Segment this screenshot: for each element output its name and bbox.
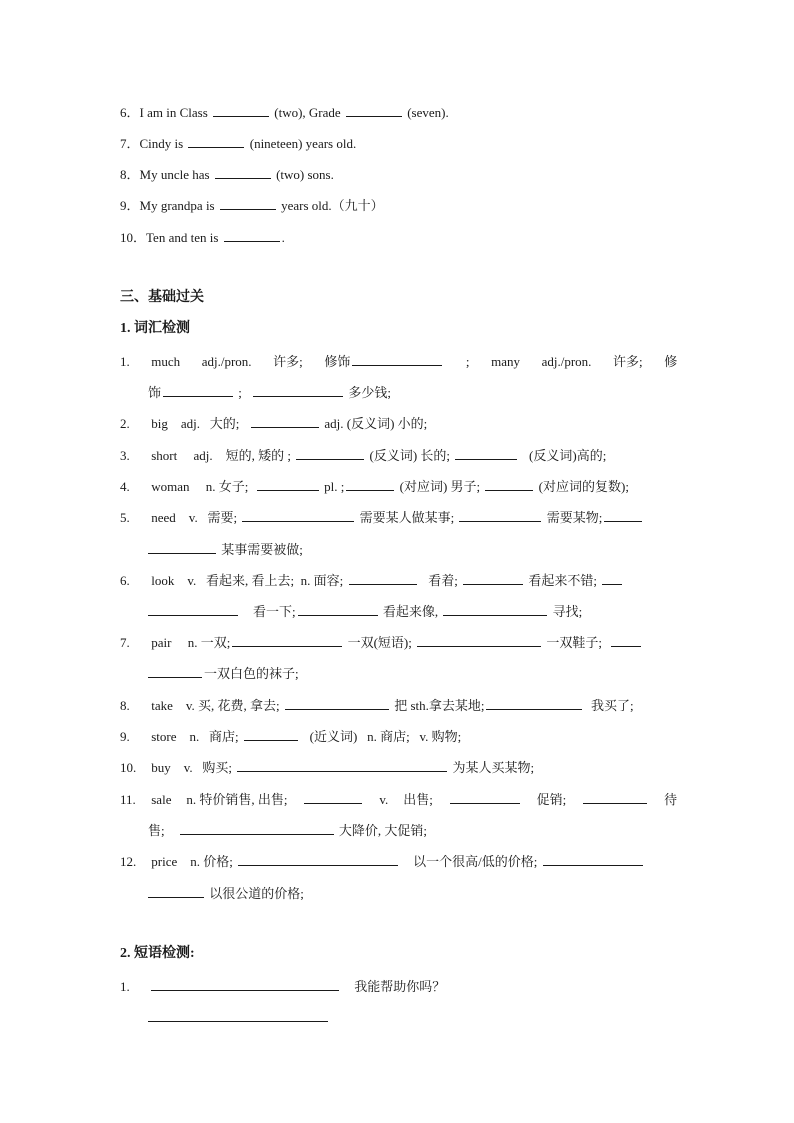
answer-blank[interactable] xyxy=(604,509,642,522)
meaning: 需要; xyxy=(207,510,238,525)
word: short xyxy=(151,448,178,463)
meaning: (对应词的复数); xyxy=(538,479,629,494)
answer-blank[interactable] xyxy=(304,791,362,804)
meaning: 短的, 矮的 ; xyxy=(225,448,292,463)
meaning: 我能帮助你吗？ xyxy=(354,979,446,994)
answer-blank[interactable] xyxy=(450,791,520,804)
meaning: 售; xyxy=(148,823,165,838)
answer-blank[interactable] xyxy=(253,384,343,397)
item-text: years old.（九十） xyxy=(281,198,384,213)
meaning: n. 一双; xyxy=(187,635,231,650)
part-of-speech: v. xyxy=(188,510,198,525)
meaning: 许多; xyxy=(273,354,303,369)
item-text: My uncle has xyxy=(139,167,210,182)
item-text: I am in Class xyxy=(139,105,208,120)
meaning: 一双鞋子; xyxy=(546,635,602,650)
vocab-item-7 xyxy=(120,634,643,650)
meaning: n. 女子; xyxy=(205,479,249,494)
answer-blank[interactable] xyxy=(151,978,339,991)
meaning: pl. ; xyxy=(324,479,345,494)
part-of-speech: adj. xyxy=(180,416,201,431)
meaning: 大的; xyxy=(209,416,240,431)
answer-blank[interactable] xyxy=(251,415,319,428)
item-text: (two) sons. xyxy=(276,167,334,182)
vocab-item-5-cont xyxy=(148,541,303,557)
answer-blank[interactable] xyxy=(486,697,582,710)
answer-blank[interactable] xyxy=(148,885,204,898)
meaning: 饰 xyxy=(148,385,162,400)
item-text: Cindy is xyxy=(139,136,184,151)
meaning: 看起来, 看上去; xyxy=(206,573,295,588)
answer-blank[interactable] xyxy=(459,509,541,522)
vocab-item-12-cont xyxy=(148,885,304,901)
vocab-item-2 xyxy=(120,415,427,431)
item-number: 5. xyxy=(120,510,130,525)
vocab-item-1 xyxy=(120,353,677,369)
meaning: v. 购物; xyxy=(419,729,462,744)
item-number: 8． xyxy=(120,167,140,182)
separator: ; xyxy=(238,385,242,400)
item-7 xyxy=(120,135,356,151)
meaning: (对应词) 男子; xyxy=(399,479,481,494)
answer-blank[interactable] xyxy=(485,478,533,491)
word: much xyxy=(151,354,181,369)
answer-blank[interactable] xyxy=(257,478,319,491)
item-number: 10． xyxy=(120,230,147,245)
answer-blank[interactable] xyxy=(237,759,447,772)
item-number: 6. xyxy=(120,573,130,588)
item-text: (seven). xyxy=(407,105,449,120)
meaning: 把 sth.拿去某地; xyxy=(394,698,485,713)
item-text: (nineteen) years old. xyxy=(249,136,357,151)
vocab-item-3 xyxy=(120,447,606,463)
meaning: (反义词) 长的; xyxy=(369,448,451,463)
item-6 xyxy=(120,104,449,120)
meaning: 看着; xyxy=(428,573,458,588)
part-of-speech: adj./pron. xyxy=(541,354,592,369)
answer-blank[interactable] xyxy=(602,572,622,585)
vocab-item-9 xyxy=(120,728,461,744)
item-number: 8. xyxy=(120,698,130,713)
item-9 xyxy=(120,197,384,213)
word: woman xyxy=(151,479,190,494)
item-text: Ten and ten is xyxy=(146,230,219,245)
item-number: 9. xyxy=(120,729,130,744)
meaning: n. 商店; xyxy=(367,729,410,744)
phrase-item-1 xyxy=(120,978,445,994)
word: pair xyxy=(151,635,172,650)
meaning: 许多; xyxy=(613,354,643,369)
separator: ; xyxy=(465,354,470,369)
word: buy xyxy=(151,760,171,775)
vocab-item-11 xyxy=(120,791,677,807)
meaning: 一双白色的袜子; xyxy=(204,666,299,681)
meaning: 购买; xyxy=(202,760,233,775)
answer-blank[interactable] xyxy=(148,665,202,678)
vocab-item-1-cont xyxy=(148,384,391,400)
answer-blank[interactable] xyxy=(180,822,334,835)
meaning: n. 特价销售, 出售; xyxy=(186,792,288,807)
word: sale xyxy=(151,792,172,807)
item-number: 11. xyxy=(120,792,136,807)
vocab-item-11-cont xyxy=(148,822,427,838)
vocab-item-10 xyxy=(120,759,534,775)
part-of-speech: v. xyxy=(183,760,193,775)
word: take xyxy=(151,698,173,713)
answer-blank[interactable] xyxy=(298,603,378,616)
vocab-item-5 xyxy=(120,509,644,525)
meaning: 以很公道的价格; xyxy=(209,886,304,901)
answer-blank[interactable] xyxy=(244,728,298,741)
answer-blank[interactable] xyxy=(455,447,517,460)
meaning: (反义词)高的; xyxy=(529,448,607,463)
meaning: 出售; xyxy=(403,792,433,807)
word: need xyxy=(151,510,176,525)
answer-blank[interactable] xyxy=(232,634,342,647)
meaning: 商店; xyxy=(209,729,239,744)
meaning: n. 面容; xyxy=(300,573,344,588)
part-of-speech: n. xyxy=(189,729,200,744)
item-number: 2. xyxy=(120,416,130,431)
answer-blank[interactable] xyxy=(349,572,417,585)
item-number: 6． xyxy=(120,105,140,120)
part-of-speech: v. xyxy=(379,792,389,807)
answer-blank[interactable] xyxy=(417,634,541,647)
meaning: 某事需要被做; xyxy=(221,542,303,557)
item-number: 10. xyxy=(120,760,137,775)
meaning: 看一下; xyxy=(253,604,296,619)
item-number: 7. xyxy=(120,635,130,650)
item-text: My grandpa is xyxy=(139,198,215,213)
item-number: 1. xyxy=(120,354,130,369)
answer-blank[interactable] xyxy=(583,791,647,804)
part-of-speech: adj./pron. xyxy=(201,354,252,369)
meaning: 大降价, 大促销; xyxy=(338,823,427,838)
answer-blank[interactable] xyxy=(242,509,354,522)
answer-blank[interactable] xyxy=(188,135,244,148)
meaning: 以一个很高/低的价格; xyxy=(413,854,538,869)
vocab-item-7-cont xyxy=(148,665,299,681)
meaning: 为某人买某物; xyxy=(452,760,535,775)
answer-blank[interactable] xyxy=(148,1009,328,1022)
item-number: 3. xyxy=(120,448,130,463)
answer-blank[interactable] xyxy=(148,603,238,616)
vocab-title: 1. 词汇检测 xyxy=(120,321,190,336)
section-title: 三、基础过关 xyxy=(120,290,204,305)
answer-blank[interactable] xyxy=(285,697,389,710)
meaning: n. 价格; xyxy=(190,854,233,869)
meaning: 我买了; xyxy=(590,698,634,713)
answer-blank[interactable] xyxy=(346,104,402,117)
meaning: 一双(短语); xyxy=(347,635,412,650)
word: price xyxy=(151,854,178,869)
meaning: 多少钱; xyxy=(348,385,392,400)
meaning: 看起来不错; xyxy=(528,573,598,588)
answer-blank[interactable] xyxy=(213,104,269,117)
answer-blank[interactable] xyxy=(238,853,398,866)
phrase-item-1-cont xyxy=(148,1009,330,1025)
answer-blank[interactable] xyxy=(224,229,280,242)
answer-blank[interactable] xyxy=(215,166,271,179)
answer-blank[interactable] xyxy=(463,572,523,585)
answer-blank[interactable] xyxy=(543,853,643,866)
answer-blank[interactable] xyxy=(611,634,641,647)
vocab-item-6-cont xyxy=(148,603,582,619)
vocab-item-6 xyxy=(120,572,624,588)
meaning: 需要某物; xyxy=(546,510,603,525)
item-number: 12. xyxy=(120,854,137,869)
word: store xyxy=(151,729,177,744)
word: many xyxy=(491,354,521,369)
answer-blank[interactable] xyxy=(163,384,233,397)
vocab-item-8 xyxy=(120,697,634,713)
item-10 xyxy=(120,229,285,245)
meaning: (近义词) xyxy=(309,729,358,744)
word: big xyxy=(151,416,168,431)
answer-blank[interactable] xyxy=(148,541,216,554)
answer-blank[interactable] xyxy=(352,353,442,366)
answer-blank[interactable] xyxy=(296,447,364,460)
meaning: 需要某人做某事; xyxy=(359,510,455,525)
answer-blank[interactable] xyxy=(443,603,547,616)
vocab-item-12 xyxy=(120,853,645,869)
item-number: 1. xyxy=(120,979,130,994)
part-of-speech: adj. xyxy=(193,448,213,463)
part-of-speech: v. xyxy=(187,573,197,588)
item-text: . xyxy=(281,230,285,245)
item-number: 9． xyxy=(120,198,140,213)
meaning: 寻找; xyxy=(552,604,583,619)
answer-blank[interactable] xyxy=(220,197,276,210)
meaning-with-blank: 修饰 xyxy=(324,353,444,370)
item-number: 4. xyxy=(120,479,130,494)
meaning: 看起来像, xyxy=(382,604,439,619)
item-text: (two), Grade xyxy=(274,105,341,120)
word: look xyxy=(151,573,175,588)
meaning: v. 买, 花费, 拿去; xyxy=(185,698,280,713)
vocab-item-4 xyxy=(120,478,629,494)
phrase-title: 2. 短语检测: xyxy=(120,946,195,961)
item-number: 7． xyxy=(120,136,140,151)
meaning: adj. (反义词) 小的; xyxy=(324,416,428,431)
meaning: 修 xyxy=(664,354,678,369)
answer-blank[interactable] xyxy=(346,478,394,491)
item-8 xyxy=(120,166,334,182)
meaning: 待 xyxy=(664,792,678,807)
meaning: 促销; xyxy=(536,792,567,807)
